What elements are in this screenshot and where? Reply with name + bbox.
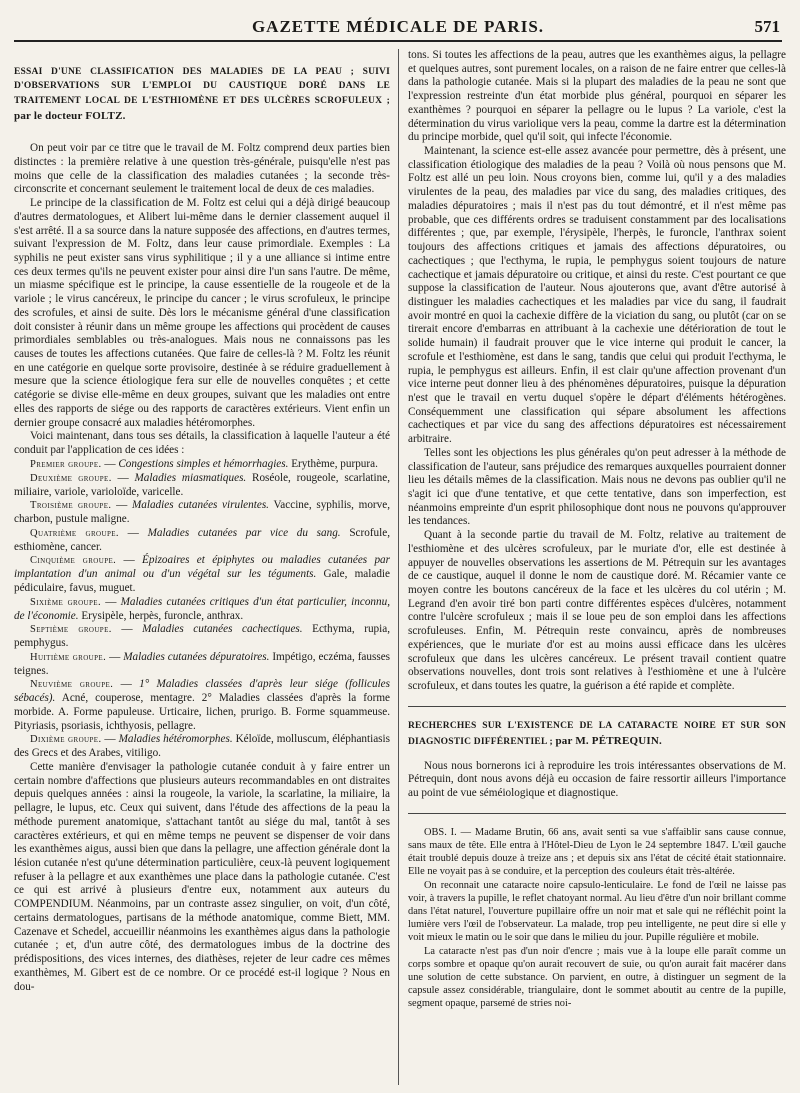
group-name: Troisième groupe. (30, 500, 112, 512)
observation-paragraph: OBS. I. — Madame Brutin, 66 ans, avait senti sa vue s'affaiblir sans cause connue, sans maux de tête. Elle entra à l'Hôtel-Dieu de Lyon le 24 septembre 1847. L'œil gauche était troublé depuis douze à treize ans ; et depuis six ans l'état de cécité était stationnaire. Elle ne voyait pas à se conduire, et la perception des couleurs était très-altérée. (408, 826, 786, 878)
classification-group: Septième groupe. — Maladies cutanées cachectiques. Ecthyma, rupia, pemphygus. (14, 623, 390, 650)
group-title: Maladies cutanées par vice du sang. (147, 526, 341, 539)
group-name: Quatrième groupe. (30, 527, 119, 539)
group-items: Acné, couperose, mentagre. 2° Maladies classées d'après la forme morbide. A. Forme papuleuse. Urticaire, lichen, prurigo. B. Forme squammeuse. Pityriasis, psoriasis, ichthyosis, pellagre. (14, 692, 390, 732)
group-name: Dixième groupe. (30, 734, 102, 746)
group-items: Scrofule, esthiomène, cancer. (14, 526, 390, 553)
group-items: Erysipèle, herpès, furoncle, anthrax. (81, 609, 244, 622)
paragraph: Voici maintenant, dans tous ses détails, la classification à laquelle l'auteur a été conduit par l'application de ces idées : (14, 430, 390, 457)
article-title (408, 719, 786, 750)
group-name: Premier groupe. (30, 458, 102, 470)
article-author: par le docteur FOLTZ. (14, 109, 126, 122)
paragraph: Quant à la seconde partie du travail de M. Foltz, relative au traitement de l'esthiomène et des ulcères scrofuleux, par le muriate d'or, elle est destinée à appuyer de nouvelles observations les assertions de M. Pétrequin sur les avantages de ce caustique, auquel il donne le nom de caustique doré. M. Récamier vante ce moyen contre les boutons cancéreux de la face et les ulcères du col utérin ; M. Legrand d'en avoir tiré bon parti contre différentes espèces d'ulcères, notamment contre l'ulcère scrofuleux ; mais il se loue peu de son emploi dans les affections scrofuleuses. Enfin, M. Pétrequin reste convaincu, après de nombreuses expériences, que le muriate d'or est au moins aussi efficace dans les ulcères scrofuleux que dans les ulcères cancéreux. Le présent travail contient quatre observations nouvelles, dont trois sont relatives à l'esthiomène et une à l'ulcère scrofuleux, et dans toutes les quatre, la guérison a été rapide et complète. (408, 529, 786, 693)
group-title: Épizoaires et épiphytes ou maladies cutanées par implantation d'un animal ou d'un végétal sur les téguments. (14, 554, 390, 581)
paragraph: On peut voir par ce titre que le travail de M. Foltz comprend deux parties bien distinctes : la première relative à une question très-générale, puisqu'elle n'est pas moins que celle de la classification des maladies cutanées ; la seconde très-circonscrite et concernant seulement le traitement local de deux de ces maladies. (14, 142, 390, 196)
paragraph: Cette manière d'envisager la pathologie cutanée conduit à y faire entrer un certain nombre d'affections que plusieurs auteurs recommandables en ont distraites depuis quelques années : ainsi la rougeole, la variole, la scarlatine, la miliaire, la pellagre, le lupus, etc. Ceux qui suivent, dans l'étude des affections de la peau la méthode purement anatomique, s'attachant tantôt au siége du mal, tantôt à ses caractères extérieurs, et qui en même temps ne peuvent se dispenser de voir dans les exanthèmes aigus, aussi bien que dans la pellagre, une affection générale dont la lésion cutanée n'est qu'une détermination particulière, ceux-là peuvent logiquement refuser à la pellagre et aux exanthèmes une place dans la pathologie cutanée. C'est ce qui est arrivé à plusieurs d'entre eux, notamment aux auteurs du COMPENDIUM. Néanmoins, par un contraste assez singulier, on voit, d'un côté, certains dermatologues, partisans de la méthode anatomique, comme Biett, MM. Cazenave et Schedel, accueillir néanmoins les exanthèmes aigus dans la pathologie cutanée ; et, d'un autre côté, des dermatologues imbus de la doctrine des prédispositions, des vices internes, des diathèses, rejeter de leur cadre ces mêmes exanthèmes, M. Gibert est de ce nombre. Or ce procédé est-il logique ? Nous en dou- (14, 761, 390, 993)
paragraph: Nous nous bornerons ici à reproduire les trois intéressantes observations de M. Pétrequin, dont nous avons déjà eu occasion de faire ressortir ailleurs l'importance au point de vue séméiologique et diagnostique. (408, 759, 786, 799)
left-column (14, 49, 390, 1085)
paragraph: Le principe de la classification de M. Foltz est celui qui a déjà dirigé beaucoup d'autres dermatologues, et Alibert lui-même dans le dernier classement auquel il s'est arrêté. Il a sa source dans la nature supposée des affections, en d'autres termes, suivant l'expression de M. Foltz, dans leur cause primordiale. Exemples : La syphilis ne peut exister sans virus syphilitique ; il y a une alliance si intime entre ces deux termes qu'ils ne peuvent exister pour ainsi dire l'un sans l'autre. De même, un miasme spécifique est le principe, la cause essentielle de la rougeole et de la variole ; le virus cancéreux, le principe du cancer ; le virus scrofuleux, le principe des scrofules, et ainsi de suite. Dès lors le mécanisme général d'une classification doit consister à réunir dans un même groupe les affections qui procèdent de causes primordiales semblables ou très-analogues. Mais nous ne connaissons pas les causes de toutes les affections cutanées. Que faire de celles-là ? M. Foltz les réunit en une catégorie en quelque sorte provisoire, destinée à se réduire graduellement à mesure que la science étiologique fera sur elle de nouvelles conquêtes ; et cette catégorie se divise elle-même en deux groupes, suivant que les maladies ont entre elles des rapports de siége ou des rapports de caractères extérieurs. Vient enfin un dernier groupe consacré aux maladies hétéromorphes. (14, 197, 390, 429)
group-name: Septième groupe. (30, 624, 112, 636)
page-header (14, 6, 782, 42)
group-title: Maladies hétéromorphes. (118, 733, 233, 746)
section-divider (408, 706, 786, 709)
group-name: Huitième groupe. (30, 651, 107, 663)
group-items: Gale, maladie pédiculaire, favus, muguet. (14, 568, 390, 594)
article-title (14, 65, 390, 124)
page-number: 571 (754, 17, 780, 36)
group-title: Congestions simples et hémorrhagies. (118, 457, 289, 470)
group-title: Maladies miasmatiques. (134, 471, 247, 484)
journal-title: GAZETTE MÉDICALE DE PARIS. (251, 17, 545, 36)
observation-paragraph: On reconnait une cataracte noire capsulo-lenticulaire. Le fond de l'œil ne laisse pas voir, à travers la pupille, le reflet chatoyant normal. Au lieu d'être d'un noir brillant comme dans l'état naturel, l'ouverture pupillaire offre un noir mat et sale qui ne réfléchit point la lumière vers l'œil de l'observateur. La malade, trop peu intelligente, ne peut dire si elle y voit mieux le matin ou le soir que dans le milieu du jour. Pupille régulière et mobile. (408, 879, 786, 944)
group-name: Neuvième groupe. (30, 679, 114, 691)
classification-group: Premier groupe. — Congestions simples et hémorrhagies. Erythème, purpura. (30, 457, 378, 470)
group-name: Cinquième groupe. (30, 555, 117, 567)
observation-paragraph: La cataracte n'est pas d'un noir d'encre ; mais vue à la loupe elle paraît comme un corps sombre et opaque qu'on aurait recouvert de suie, ou qu'on aurait fait macérer dans une solution de cette substance. On parvient, en outre, à distinguer un segment de la capsule assez considérable, triangulaire, dont le sommet aboutit au centre de la pupille, segment opaque, parsemé de stries noi- (408, 945, 786, 1010)
classification-group: Cinquième groupe. — Épizoaires et épiphytes ou maladies cutanées par implantation d'un animal ou d'un végétal sur les téguments. Gale, maladie pédiculaire, favus, muguet. (14, 554, 390, 594)
group-items: Kéloïde, molluscum, éléphantiasis des Grecs et des Arabes, vitiligo. (14, 733, 390, 760)
paragraph: Telles sont les objections les plus générales qu'on peut adresser à la méthode de classification de l'auteur, sans préjudice des remarques auxquelles pourraient donner lieu les détails mêmes de la classification. Mais nous ne devons pas oublier qu'il ne s'agit ici que d'une tentative, et que cette tentative, dans son imperfection, est néanmoins empreinte d'un esprit philosophique dont nous ne pouvons qu'approuver les tendances. (408, 446, 786, 528)
classification-group: Huitième groupe. — Maladies cutanées dépuratoires. Impétigo, eczéma, fausses teignes. (14, 650, 390, 677)
classification-group: Sixième groupe. — Maladies cutanées critiques d'un état particulier, inconnu, de l'économie. Erysipèle, herpès, furoncle, anthrax. (14, 595, 390, 622)
group-name: Sixième groupe. (30, 596, 101, 608)
section-divider (408, 813, 786, 816)
classification-group: Neuvième groupe. — 1° Maladies classées d'après leur siége (follicules sébacés). Acné, couperose, mentagre. 2° Maladies classées d'après la forme morbide. A. Forme papuleuse. Urticaire, lichen, prurigo. B. Forme squammeuse. Pityriasis, psoriasis, ichthyosis, pellagre. (14, 678, 390, 732)
group-name: Deuxième groupe. (30, 472, 112, 484)
group-items: Vaccine, syphilis, morve, charbon, pustule maligne. (14, 499, 390, 526)
article-author: par M. PÉTREQUIN. (555, 735, 662, 748)
group-items: Ecthyma, rupia, pemphygus. (14, 623, 390, 650)
classification-group: Quatrième groupe. — Maladies cutanées par vice du sang. Scrofule, esthiomène, cancer. (14, 526, 390, 553)
group-title: Maladies cutanées critiques d'un état particulier, inconnu, de l'économie. (14, 595, 390, 622)
classification-group: Troisième groupe. — Maladies cutanées virulentes. Vaccine, syphilis, morve, charbon, pustule maligne. (14, 499, 390, 526)
group-title: 1° Maladies classées d'après leur siége (follicules sébacés). (14, 678, 390, 705)
group-items: Roséole, rougeole, scarlatine, miliaire, variole, varioloïde, varicelle. (14, 471, 390, 498)
group-title: Maladies cutanées dépuratoires. (123, 650, 270, 663)
article-title-text: RECHERCHES SUR L'EXISTENCE DE LA CATARACTE NOIRE ET SUR SON DIAGNOSTIC DIFFÉRENTIEL ; (408, 720, 786, 748)
column-divider (398, 49, 399, 1085)
classification-group: Dixième groupe. — Maladies hétéromorphes. Kéloïde, molluscum, éléphantiasis des Grecs et des Arabes, vitiligo. (14, 733, 390, 760)
group-items: Erythème, purpura. (291, 457, 378, 470)
article-title-text: ESSAI D'UNE CLASSIFICATION DES MALADIES DE LA PEAU ; SUIVI D'OBSERVATIONS SUR L'EMPLOI DU CAUSTIQUE DORÉ DANS LE TRAITEMENT LOCAL DE L'ESTHIOMÈNE ET DES ULCÈRES SCROFULEUX ; (14, 67, 390, 106)
group-title: Maladies cutanées cachectiques. (142, 623, 303, 636)
classification-group: Deuxième groupe. — Maladies miasmatiques. Roséole, rougeole, scarlatine, miliaire, variole, varioloïde, varicelle. (14, 471, 390, 498)
group-items: Impétigo, eczéma, fausses teignes. (14, 650, 390, 677)
paragraph: Maintenant, la science est-elle assez avancée pour permettre, dès à présent, une classification étiologique des maladies de la peau ? Voilà où nous pensons que M. Foltz est allé un peu loin. Nous croyons bien, comme lui, qu'il y a des maladies virulentes de la peau, des maladies par vice du sang, des maladies critiques, des maladies dépuratoires ; mais il n'est pas du tout démontré, et il n'est même pas probable, que ces différents ordres se traduisent constamment par des localisations différentes ; que, par exemple, l'érysipèle, l'herpès, le furoncle, l'anthrax soient toujours des affections critiques et jamais des affections dépuratoires, ou cachectiques ; que l'ecthyma, le rupia, le pemphygus soient toujours de nature cachectique et jamais dépuratoire ou critique, et ainsi du reste. C'est pourtant ce que suppose la classification de l'auteur. Nous ajouterons que, avant d'être autorisé à distinguer les maladies cachectiques et les maladies par vice du sang, il faudrait avoir montré en quoi la cachexie diffère de la viciation du sang, ou plutôt (car on se tirerait encore d'embarras en attribuant à la cachexie une détérioration de tout le solide humain) il faudrait prouver que le vice interne qui produit le cancer, la scrofule et l'esthiomène, est dans le sang, tandis que celui qui produit l'ecthyma, le rupia, le pemphygus est ailleurs. Enfin, il est clair qu'une affection provenant d'un vice interne peut donner lieu à des phénomènes dépuratoires, puisque la dépuration n'est que le travail en vertu duquel s'opère le départ d'éléments hétérogènes. Conséquemment une classification qui sépare absolument les affections cachectiques et par vice du sang des affections dépuratoires est nécessairement arbitraire. (408, 145, 786, 446)
group-title: Maladies cutanées virulentes. (131, 499, 269, 512)
right-column (408, 49, 786, 1085)
paragraph: tons. Si toutes les affections de la peau, autres que les exanthèmes aigus, la pellagre et quelques autres, sont purement locales, on a raison de ne faire entrer que celles-là dans la pathologie cutanée. Mais si la plupart des maladies de la peau ne sont que l'expression restreinte d'un état morbide plus général, pourquoi en séparer les exanthèmes ? pourquoi en séparer la pellagre ou le lupus ? La variole, c'est la détermination du virus variolique vers la peau, comme la dartre est la détermination du principe morbide, quel qu'il soit, qui infecte l'économie. (408, 49, 786, 144)
